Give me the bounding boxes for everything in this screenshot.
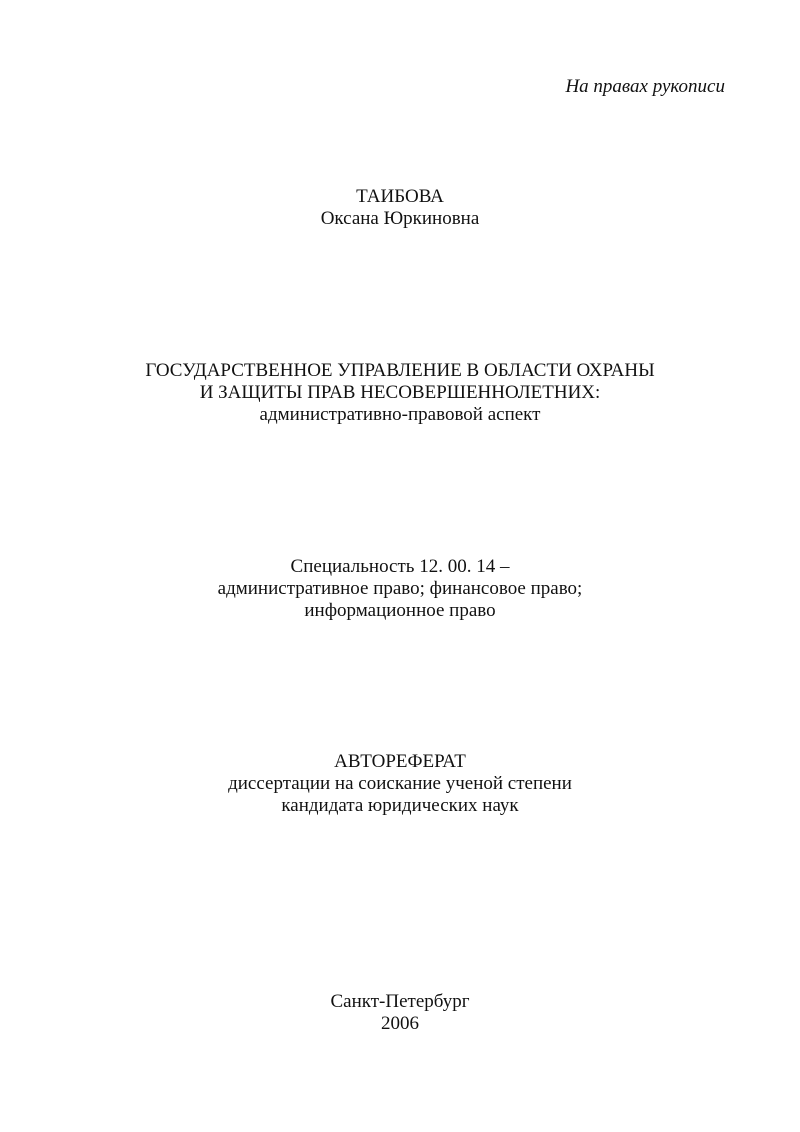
specialty-name-line-1: административное право; финансовое право; xyxy=(217,578,583,599)
specialty-code: Специальность 12. 00. 14 – xyxy=(290,556,510,577)
dissertation-title-line-2: И ЗАЩИТЫ ПРАВ НЕСОВЕРШЕННОЛЕТНИХ: xyxy=(199,382,601,403)
publication-year: 2006 xyxy=(381,1013,419,1034)
dissertation-subtitle: административно-правовой аспект xyxy=(259,404,541,425)
publication-city: Санкт-Петербург xyxy=(330,991,470,1012)
specialty-name-line-2: информационное право xyxy=(304,600,496,621)
author-surname: ТАИБОВА xyxy=(356,186,444,207)
document-type-line-1: диссертации на соискание ученой степени xyxy=(228,773,572,794)
document-type-line-2: кандидата юридических наук xyxy=(281,795,519,816)
dissertation-title-line-1: ГОСУДАРСТВЕННОЕ УПРАВЛЕНИЕ В ОБЛАСТИ ОХРАНЫ xyxy=(145,360,655,381)
author-given-names: Оксана Юркиновна xyxy=(320,208,480,229)
document-type-heading: АВТОРЕФЕРАТ xyxy=(334,751,466,772)
manuscript-rights-note: На правах рукописи xyxy=(565,76,725,97)
